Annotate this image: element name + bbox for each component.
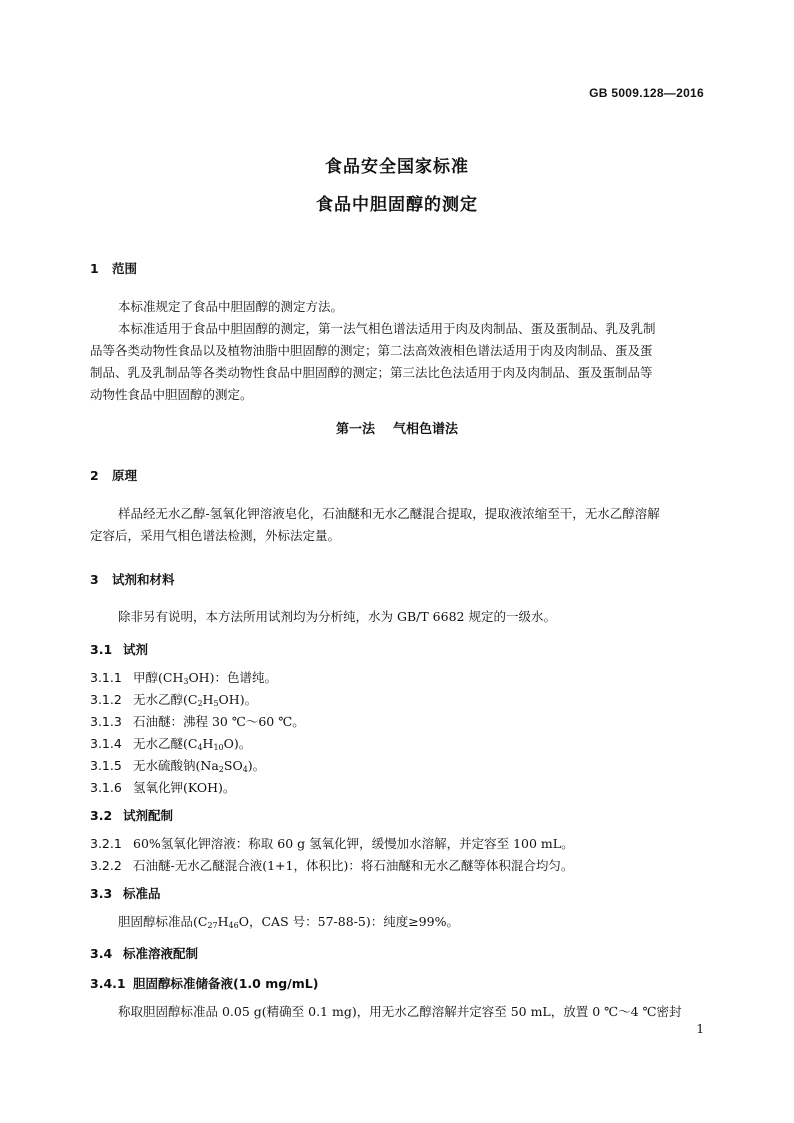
paragraph-line: 制品、乳及乳制品等各类动物性食品中胆固醇的测定；第三法比色法适用于肉及肉制品、蛋及蛋制品等: [90, 365, 653, 380]
item-text: 甲醇$(CH_3OH)$：色谱纯。: [133, 670, 277, 686]
list-item: [90, 756, 265, 774]
item-number: 3.1.6: [90, 780, 122, 795]
list-item: [90, 668, 277, 686]
list-item: [90, 778, 235, 796]
subsection-3-1-heading: [90, 640, 148, 658]
section-1-heading: [90, 259, 137, 277]
subsection-title: 胆固醇标准储备液(1.0 mg/mL): [133, 976, 319, 991]
subsection-title: 标准品: [123, 886, 161, 901]
item-text: 60%氢氧化钾溶液：称取 60 g 氢氧化钾，缓慢加水溶解，并定容至 100 mL。: [133, 836, 574, 851]
item-number: 3.2.2: [90, 858, 122, 873]
paragraph: 胆固醇标准品($C_{27}H_{46}O$，CAS 号：57-88-5)：纯度≥99%。: [118, 914, 459, 930]
list-item: [90, 834, 574, 852]
paragraph-line: 定容后，采用气相色谱法检测，外标法定量。: [90, 528, 341, 543]
subsection-title: 试剂: [123, 642, 149, 657]
item-text: 无水硫酸钠$(Na_2SO_4)$。: [133, 758, 266, 774]
method-heading: [0, 418, 794, 437]
item-number: 3.1.2: [90, 692, 122, 707]
document-title: 食品安全国家标准: [325, 157, 469, 177]
subsection-title: 标准溶液配制: [123, 946, 199, 961]
list-item: [90, 734, 251, 752]
subsection-number: 3.2: [90, 808, 113, 823]
subsection-3-2-heading: [90, 806, 173, 824]
item-text: 无水乙醇$(C_2H_5OH)$。: [133, 692, 258, 708]
list-item: [90, 712, 305, 730]
subsection-3-4-heading: [90, 944, 198, 962]
section-number: 3: [90, 572, 99, 587]
subsection-number: 3.4: [90, 946, 113, 961]
subsection-3-4-1-heading: [90, 974, 318, 992]
section-number: 1: [90, 261, 99, 276]
item-number: 3.1.5: [90, 758, 122, 773]
item-number: 3.1.4: [90, 736, 122, 751]
document-subtitle: 食品中胆固醇的测定: [316, 195, 478, 215]
list-item: [90, 856, 573, 874]
subsection-3-3-heading: [90, 884, 161, 902]
standard-code: GB 5009.128—2016: [589, 86, 704, 100]
method-label: 第一法: [335, 422, 375, 437]
page-number: 1: [696, 1022, 704, 1036]
paragraph-line: 称取胆固醇标准品 0.05 g(精确至 0.1 mg)，用无水乙醇溶解并定容至 50 mL，放置 0 ℃～4 ℃密封: [118, 1004, 682, 1019]
method-name: 气相色谱法: [393, 422, 459, 437]
subsection-number: 3.3: [90, 886, 113, 901]
list-item: [90, 690, 257, 708]
section-3-heading: [90, 570, 175, 588]
subsection-title: 试剂配制: [123, 808, 174, 823]
section-title: 试剂和材料: [112, 572, 175, 587]
paragraph: 除非另有说明，本方法所用试剂均为分析纯，水为 GB/T 6682 规定的一级水。: [118, 609, 556, 624]
item-text: 无水乙醚$(C_4H_{10}O)$。: [133, 736, 252, 752]
paragraph-line: 本标准适用于食品中胆固醇的测定，第一法气相色谱法适用于肉及肉制品、蛋及蛋制品、乳及乳制: [118, 321, 656, 336]
item-number: 3.1.1: [90, 670, 122, 685]
paragraph-line: 样品经无水乙醇-氢氧化钾溶液皂化，石油醚和无水乙醚混合提取，提取液浓缩至干，无水乙醇溶解: [118, 506, 660, 521]
section-title: 原理: [112, 468, 138, 483]
section-title: 范围: [112, 261, 138, 276]
paragraph-line: 动物性食品中胆固醇的测定。: [90, 387, 253, 402]
item-text: 氢氧化钾(KOH)。: [133, 780, 236, 795]
item-number: 3.2.1: [90, 836, 122, 851]
item-text: 石油醚-无水乙醚混合液(1+1，体积比)：将石油醚和无水乙醚等体积混合均匀。: [133, 858, 574, 873]
subsection-number: 3.1: [90, 642, 113, 657]
section-number: 2: [90, 468, 99, 483]
section-2-heading: [90, 466, 137, 484]
subsection-number: 3.4.1: [90, 976, 126, 991]
item-number: 3.1.3: [90, 714, 122, 729]
item-text: 石油醚：沸程 30 ℃～60 ℃。: [133, 714, 305, 729]
paragraph: 本标准规定了食品中胆固醇的测定方法。: [118, 299, 344, 314]
paragraph-line: 品等各类动物性食品以及植物油脂中胆固醇的测定；第二法高效液相色谱法适用于肉及肉制品、蛋及蛋: [90, 343, 653, 358]
